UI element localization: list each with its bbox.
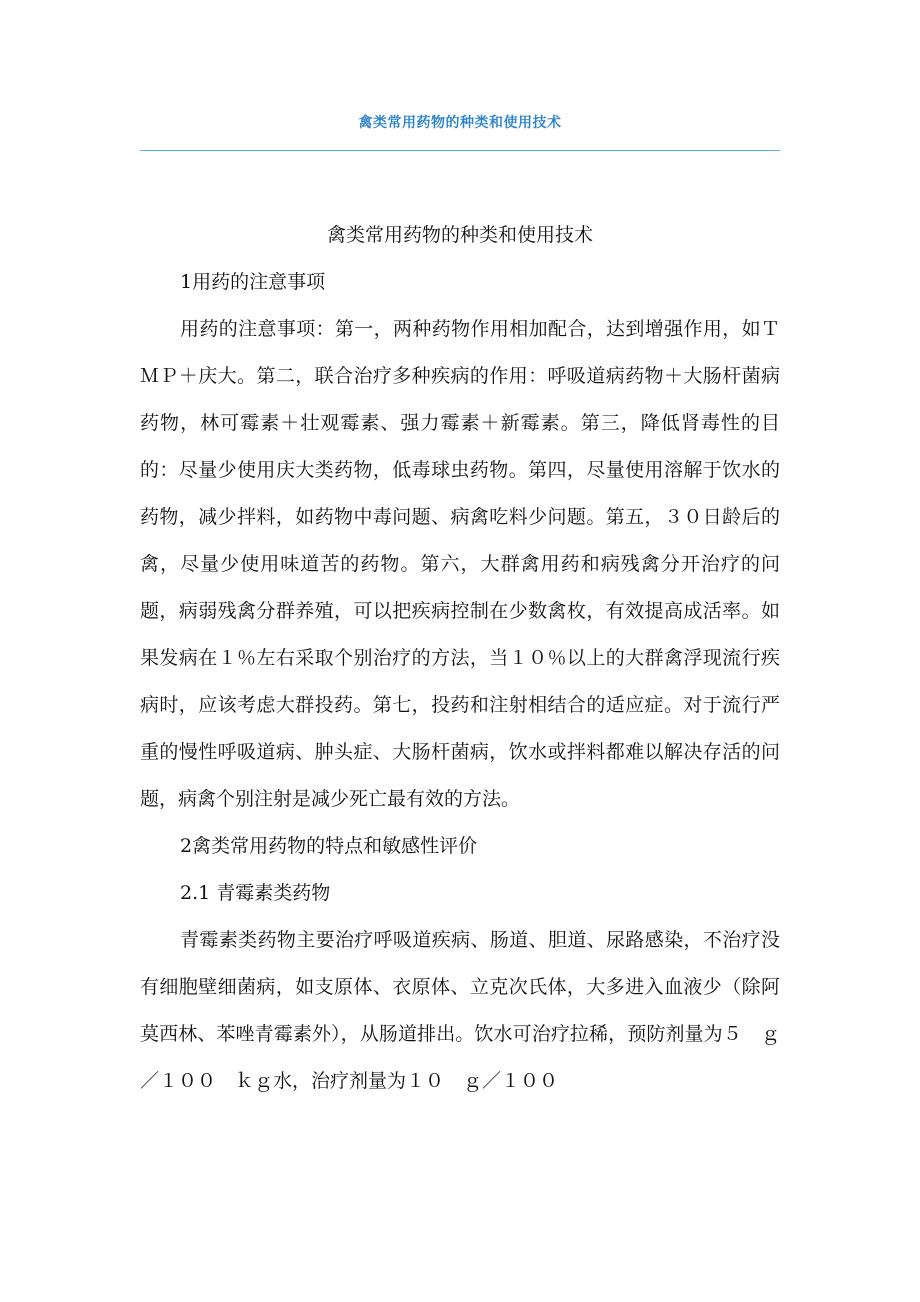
header-divider	[140, 150, 780, 151]
document-title: 禽类常用药物的种类和使用技术	[326, 224, 593, 246]
section-1-paragraph: 用药的注意事项：第一，两种药物作用相加配合，达到增强作用，如ＴＭＰ＋庆大。第二，联合治疗多种疾病的作用：呼吸道病药物＋大肠杆菌病药物，林可霉素＋壮观霉素、强力霉素＋新霉素。第三，降低肾毒性的目的：尽量少使用庆大类药物，低毒球虫药物。第四，尽量使用溶解于饮水的药物，减少拌料，如药物中毒问题、病禽吃料少问题。第五，３０日龄后的禽，尽量少使用味道苦的药物。第六，大群禽用药和病残禽分开治疗的问题，病弱残禽分群养殖，可以把疾病控制在少数禽枚，有效提高成活率。如果发病在１％左右采取个别治疗的方法，当１０％以上的大群禽浮现流行疾病时，应该考虑大群投药。第七，投药和注射相结合的适应症。对于流行严重的慢性呼吸道病、肿头症、大肠杆菌病，饮水或拌料都难以解决存活的问题，病禽个别注射是减少死亡最有效的方法。	[140, 318, 780, 810]
document-body	[140, 212, 780, 1105]
section-heading-1: 1用药的注意事项	[180, 271, 326, 293]
section-heading-2: 2禽类常用药物的特点和敏感性评价	[180, 835, 478, 857]
subsection-2-1-paragraph: 青霉素类药物主要治疗呼吸道疾病、肠道、胆道、尿路感染，不治疗没有细胞壁细菌病，如支原体、衣原体、立克次氏体，大多进入血液少（除阿莫西林、苯唑青霉素外），从肠道排出。饮水可治疗拉稀，预防剂量为５ ｇ／１００ ｋｇ水，治疗剂量为１０ ｇ／１００	[140, 929, 780, 1092]
subsection-heading-2-1: 2.1 青霉素类药物	[180, 882, 331, 904]
running-header-title: 禽类常用药物的种类和使用技术	[358, 115, 562, 131]
